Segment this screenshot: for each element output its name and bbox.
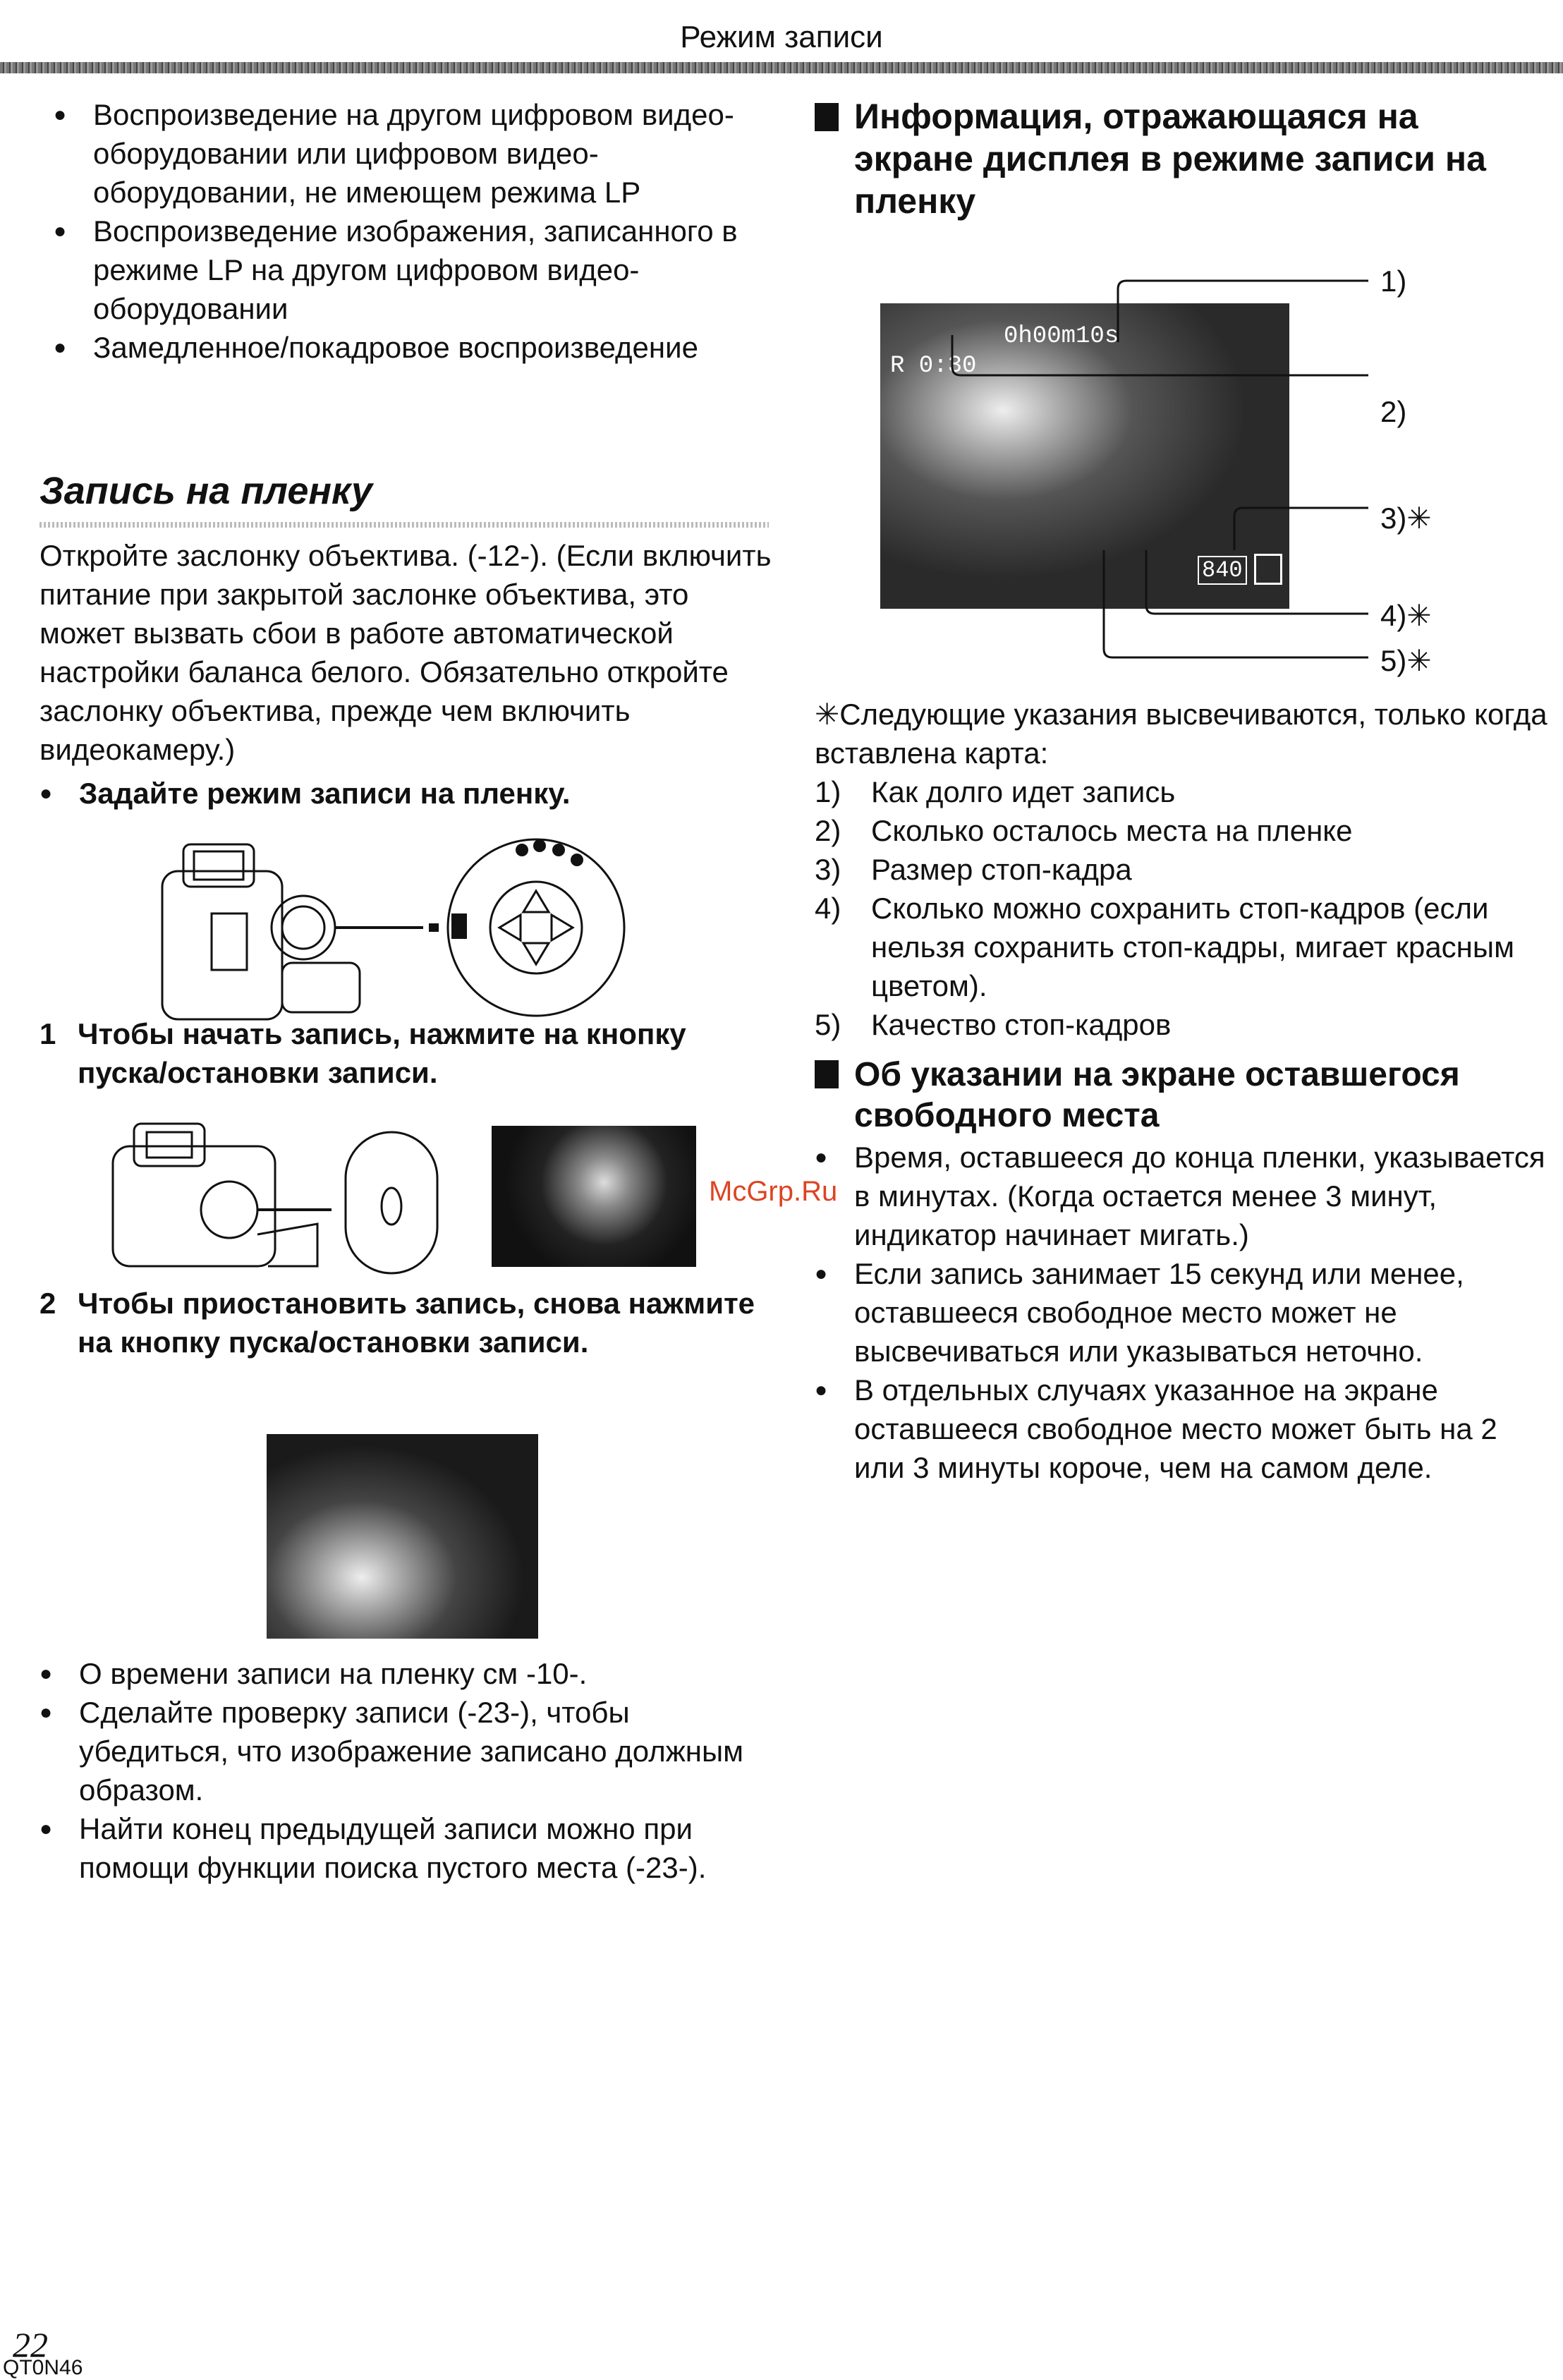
callout-2: 2) — [1380, 395, 1407, 428]
square-bullet-icon — [815, 1060, 839, 1088]
list-item: ● В отдельных случаях указанное на экране оставшееся свободное место может быть на 2 или 3 минуты короче, чем на самом деле. — [815, 1371, 1548, 1487]
card-note: ✳Следующие указания высвечиваются, только когда вставлена карта: — [815, 698, 1547, 770]
step-2-text: Чтобы приостановить запись, снова нажмите на кнопку пуска/остановки записи. — [78, 1287, 755, 1359]
list-item: ● Воспроизведение на другом цифровом видео-оборудовании или цифровом видео-оборудовании, не имеющем режима LP — [54, 95, 759, 212]
list-item: 1) Как долго идет запись — [815, 775, 1176, 808]
remaining-time: R 0:30 — [890, 353, 977, 380]
list-item: ● Замедленное/покадровое воспроизведение — [54, 328, 759, 367]
page-header-title: Режим записи — [680, 20, 883, 54]
section-title: Запись на пленку — [39, 470, 373, 512]
callout-1: 1) — [1380, 265, 1407, 298]
numbered-list — [815, 772, 1548, 1044]
recording-photo — [492, 1126, 696, 1267]
step-1-text: Чтобы начать запись, нажмите на кнопку пуска/остановки записи. — [78, 1017, 686, 1089]
list-item: 5) Качество стоп-кадров — [815, 1008, 1172, 1041]
list-item: ● Воспроизведение изображения, записанного в режиме LP на другом цифровом видео-оборудовании — [54, 212, 759, 328]
paused-photo — [267, 1434, 538, 1639]
list-item: ● О времени записи на пленку см -10-. — [39, 1654, 787, 1693]
section-heading-remaining-space: Об указании на экране оставшегося свободного места — [815, 1055, 1548, 1136]
square-bullet-icon — [815, 103, 839, 131]
time-counter: 0h00m10s — [1004, 323, 1119, 350]
model-code: QT0N46 — [3, 2356, 83, 2379]
callout-4: 4)✳ — [1380, 599, 1432, 632]
list-item: 3) Размер стоп-кадра — [815, 853, 1132, 886]
intro-paragraph: Откройте заслонку объектива. (-12-). (Если включить питание при закрытой заслонке объектива, это может вызвать сбои в работе автоматической настройки баланса белого. Обязательно откройте заслонку объектива, прежде чем включить видеокамеру.) — [39, 539, 772, 766]
picture-count: 840 — [1198, 556, 1247, 585]
bottom-bullet-list — [39, 1654, 787, 1887]
step-2-number: 2 — [39, 1287, 56, 1320]
remaining-space-bullets — [815, 1138, 1548, 1487]
camera-mode-dial-illustration — [141, 836, 663, 1040]
instruction-text: ● Задайте режим записи на пленку. — [39, 774, 784, 813]
list-item: 2) Сколько осталось места на пленке — [815, 814, 1353, 847]
callout-3: 3)✳ — [1380, 502, 1432, 535]
header-divider — [0, 62, 1563, 73]
list-item: ● Если запись занимает 15 секунд или менее, оставшееся свободное место может не высвечиваться или указываться неточно. — [815, 1254, 1548, 1371]
camera-record-button-illustration — [106, 1118, 458, 1280]
step-1-number: 1 — [39, 1017, 56, 1050]
list-item: ● Найти конец предыдущей записи можно при помощи функции поиска пустого места (-23-). — [39, 1809, 787, 1887]
list-item: 4) Сколько можно сохранить стоп-кадров (если нельзя сохранить стоп-кадры, мигает красным цветом). — [815, 892, 1514, 1002]
section-divider — [39, 522, 769, 528]
callout-lines — [875, 268, 1368, 677]
page-number: 22 — [13, 2325, 48, 2364]
list-item: ● Время, оставшееся до конца пленки, указывается в минутах. (Когда остается менее 3 минут, индикатор начинает мигать.) — [815, 1138, 1548, 1254]
watermark: McGrp.Ru — [709, 1176, 838, 1207]
list-item: ● Сделайте проверку записи (-23-), чтобы убедиться, что изображение записано должным образом. — [39, 1693, 787, 1809]
intro-bullet-list — [54, 95, 759, 367]
callout-5: 5)✳ — [1380, 644, 1432, 677]
section-heading-display-info: Информация, отражающаяся на экране дисплея в режиме записи на пленку — [815, 95, 1548, 222]
